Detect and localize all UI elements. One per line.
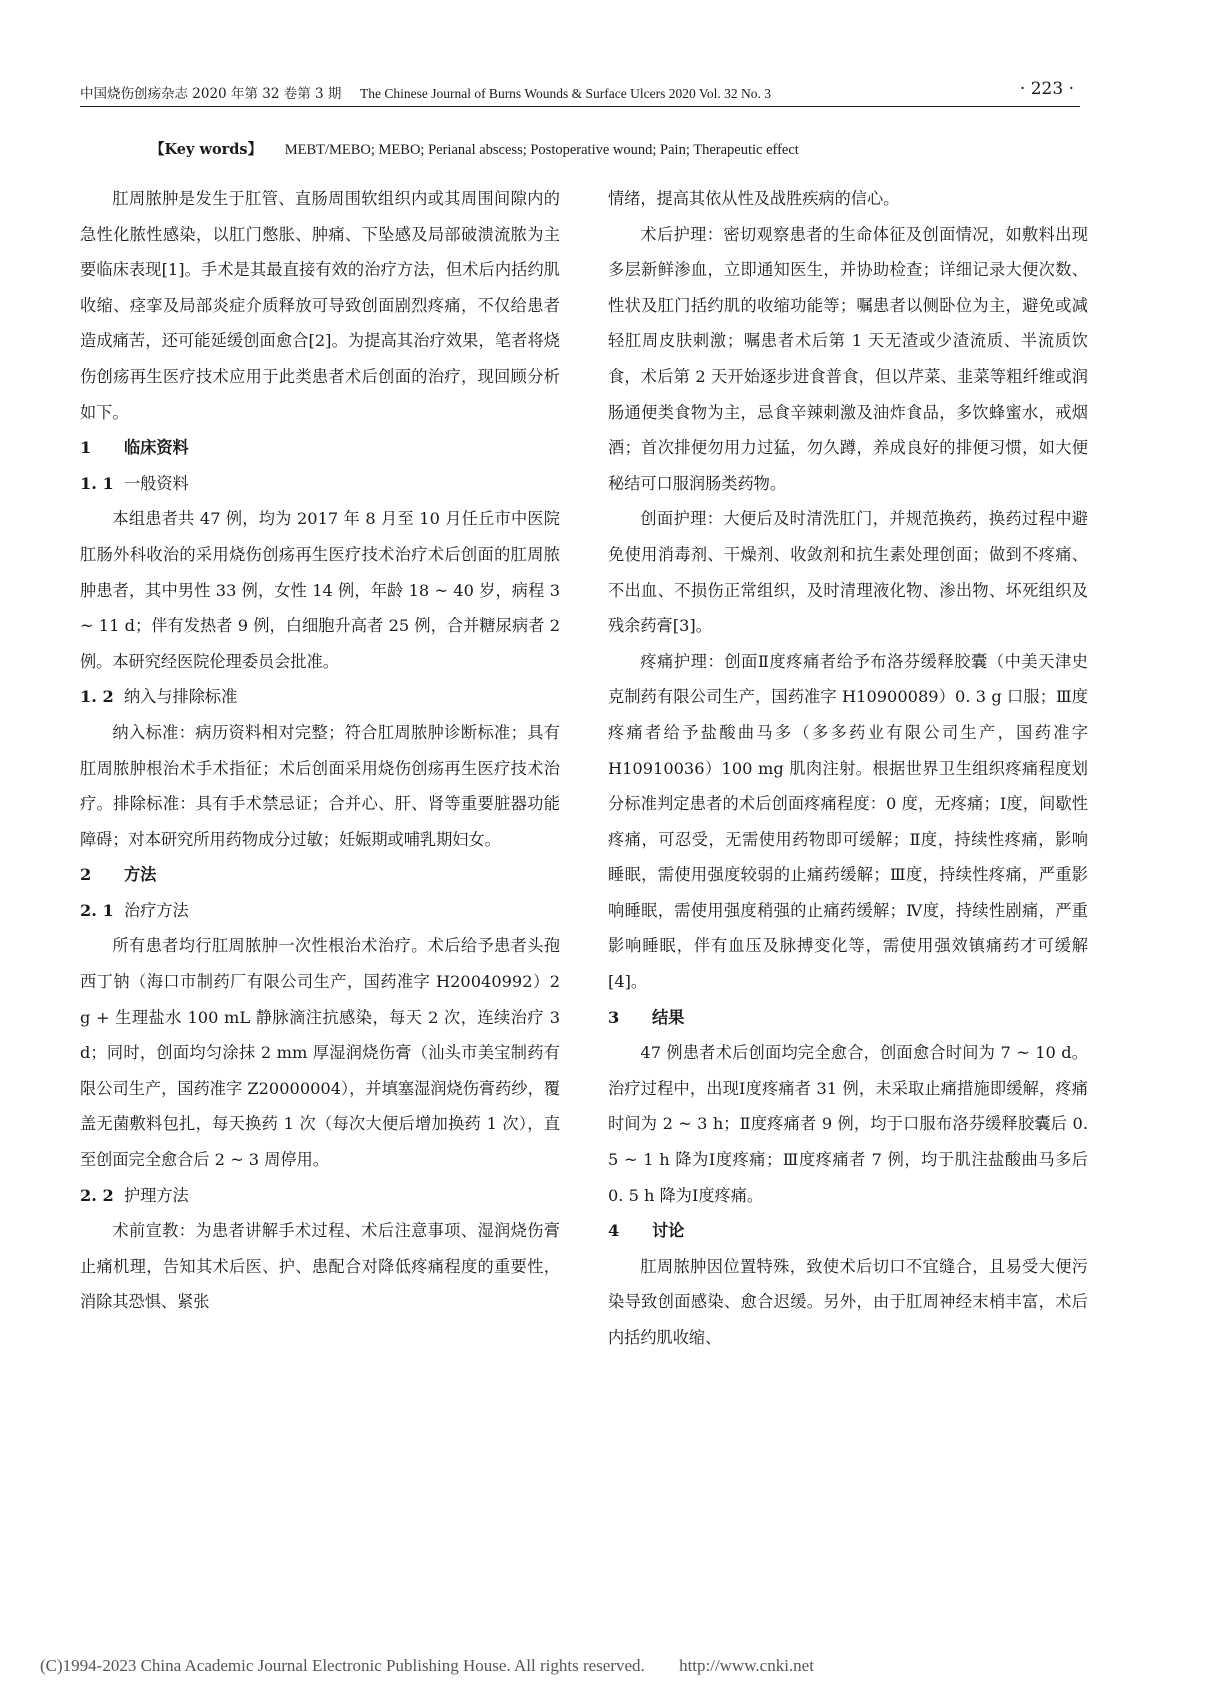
preop-education-paragraph: 术前宣教：为患者讲解手术过程、术后注意事项、湿润烧伤膏止痛机理，告知其术后医、护、患配合对降低疼痛程度的重要性，消除其恐惧、紧张: [80, 1221, 560, 1312]
journal-title-en: The Chinese Journal of Burns Wounds & Surface Ulcers 2020 Vol. 32 No. 3: [359, 86, 771, 101]
section-title: 临床资料: [124, 438, 189, 458]
pain-nursing-paragraph: 疼痛护理：创面Ⅱ度疼痛者给予布洛芬缓释胶囊（中美天津史克制药有限公司生产，国药准字 H10900089）0. 3 g 口服；Ⅲ度疼痛者给予盐酸曲马多（多多药业有限公司生产，国药准字 H10910036）100 mg 肌肉注射。根据世界卫生组织疼痛程度划分标准判定患者的术后创面疼痛程度：0 度，无疼痛；Ⅰ度，间歇性疼痛，可忍受，无需使用药物即可缓解；Ⅱ度，持续性疼痛，影响睡眠，需使用强度较弱的止痛药缓解；Ⅲ度，持续性疼痛，严重影响睡眠，需使用强度稍强的止痛药缓解；Ⅳ度，持续性剧痛，严重影响睡眠，伴有血压及脉搏变化等，需使用强效镇痛药才可缓解[4]。: [608, 651, 1088, 992]
section-2-1-heading: [80, 893, 560, 929]
section-number: 2. 2: [80, 1185, 114, 1205]
section-title: 方法: [124, 865, 157, 885]
section-number: 1. 2: [80, 687, 114, 707]
keywords-text: MEBT/MEBO; MEBO; Perianal abscess; Postoperative wound; Pain; Therapeutic effect: [284, 142, 799, 158]
running-header: [80, 79, 1080, 104]
continued-paragraph: 情绪，提高其依从性及战胜疾病的信心。: [608, 189, 900, 208]
section-title: 结果: [652, 1007, 685, 1027]
header-divider: [80, 106, 1080, 107]
copyright-text: (C)1994-2023 China Academic Journal Electronic Publishing House. All rights reserved.: [40, 1656, 645, 1675]
keywords-line: [150, 138, 799, 159]
section-1-heading: [80, 430, 560, 466]
section-title: 一般资料: [124, 473, 189, 493]
section-number: 3: [608, 1007, 620, 1027]
general-data-paragraph: 本组患者共 47 例，均为 2017 年 8 月至 10 月任丘市中医院肛肠外科收治的采用烧伤创疡再生医疗技术治疗术后创面的肛周脓肿患者，其中男性 33 例，女性 14 例，年龄 18 ~ 40 岁，病程 3 ~ 11 d；伴有发热者 9 例，白细胞升高者 25 例，合并糖尿病者 2 例。本研究经医院伦理委员会批准。: [80, 509, 560, 671]
section-1-2-heading: [80, 679, 560, 715]
section-title: 讨论: [652, 1221, 685, 1241]
journal-title-cn: 中国烧伤创疡杂志 2020 年第 32 卷第 3 期: [80, 86, 342, 102]
postop-nursing-paragraph: 术后护理：密切观察患者的生命体征及创面情况，如敷料出现多层新鲜渗血，立即通知医生，并协助检查；详细记录大便次数、性状及肛门括约肌的收缩功能等；嘱患者以侧卧位为主，避免或减轻肛周皮肤刺激；嘱患者术后第 1 天无渣或少渣流质、半流质饮食，术后第 2 天开始逐步进食普食，但以芹菜、韭菜等粗纤维或润肠通便类食物为主，忌食辛辣刺激及油炸食品，多饮蜂蜜水，戒烟酒；首次排便勿用力过猛，勿久蹲，养成良好的排便习惯，如大便秘结可口服润肠类药物。: [608, 224, 1088, 493]
discussion-paragraph: 肛周脓肿因位置特殊，致使术后切口不宜缝合，且易受大便污染导致创面感染、愈合迟缓。另外，由于肛周神经末梢丰富，术后内括约肌收缩、: [608, 1256, 1088, 1347]
section-2-heading: [80, 857, 560, 893]
website-link[interactable]: http://www.cnki.net: [679, 1656, 814, 1675]
right-column: [608, 181, 1088, 1356]
section-4-heading: [608, 1213, 1088, 1249]
section-title: 治疗方法: [124, 900, 189, 920]
section-number: 1: [80, 438, 92, 458]
intro-paragraph: 肛周脓肿是发生于肛管、直肠周围软组织内或其周围间隙内的急性化脓性感染，以肛门憋胀、肿痛、下坠感及局部破溃流脓为主要临床表现[1]。手术是其最直接有效的治疗方法，但术后内括约肌收缩、痉挛及局部炎症介质释放可导致创面剧烈疼痛，不仅给患者造成痛苦，还可能延缓创面愈合[2]。为提高其治疗效果，笔者将烧伤创疡再生医疗技术应用于此类患者术后创面的治疗，现回顾分析如下。: [80, 189, 560, 422]
results-paragraph: 47 例患者术后创面均完全愈合，创面愈合时间为 7 ~ 10 d。治疗过程中，出现Ⅰ度疼痛者 31 例，未采取止痛措施即缓解，疼痛时间为 2 ~ 3 h；Ⅱ度疼痛者 9 例，均于口服布洛芬缓释胶囊后 0. 5 ~ 1 h 降为Ⅰ度疼痛；Ⅲ度疼痛者 7 例，均于肌注盐酸曲马多后 0. 5 h 降为Ⅰ度疼痛。: [608, 1043, 1088, 1205]
section-title: 纳入与排除标准: [124, 687, 238, 707]
section-number: 1. 1: [80, 473, 114, 493]
section-number: 2. 1: [80, 900, 114, 920]
left-column: [80, 181, 560, 1320]
wound-nursing-paragraph: 创面护理：大便后及时清洗肛门，并规范换药，换药过程中避免使用消毒剂、干燥剂、收敛剂和抗生素处理创面；做到不疼痛、不出血、不损伤正常组织，及时清理液化物、渗出物、坏死组织及残余药膏[3]。: [608, 509, 1088, 636]
keywords-label: 【Key words】: [150, 141, 263, 158]
section-1-1-heading: [80, 466, 560, 502]
section-3-heading: [608, 1000, 1088, 1036]
copyright-footer: [40, 1656, 814, 1676]
section-title: 护理方法: [124, 1185, 189, 1205]
section-2-2-heading: [80, 1178, 560, 1214]
page-number: · 223 ·: [1019, 79, 1074, 99]
section-number: 4: [608, 1221, 620, 1241]
treatment-paragraph: 所有患者均行肛周脓肿一次性根治术治疗。术后给予患者头孢西丁钠（海口市制药厂有限公司生产，国药准字 H20040992）2 g + 生理盐水 100 mL 静脉滴注抗感染，每天 2 次，连续治疗 3 d；同时，创面均匀涂抹 2 mm 厚湿润烧伤膏（汕头市美宝制药有限公司生产，国药准字 Z20000004），并填塞湿润烧伤膏药纱，覆盖无菌敷料包扎，每天换药 1 次（每次大便后增加换药 1 次），直至创面完全愈合后 2 ~ 3 周停用。: [80, 936, 560, 1170]
section-number: 2: [80, 865, 92, 885]
criteria-paragraph: 纳入标准：病历资料相对完整；符合肛周脓肿诊断标准；具有肛周脓肿根治术手术指征；术后创面采用烧伤创疡再生医疗技术治疗。排除标准：具有手术禁忌证；合并心、肝、肾等重要脏器功能障碍；对本研究所用药物成分过敏；妊娠期或哺乳期妇女。: [80, 722, 560, 849]
